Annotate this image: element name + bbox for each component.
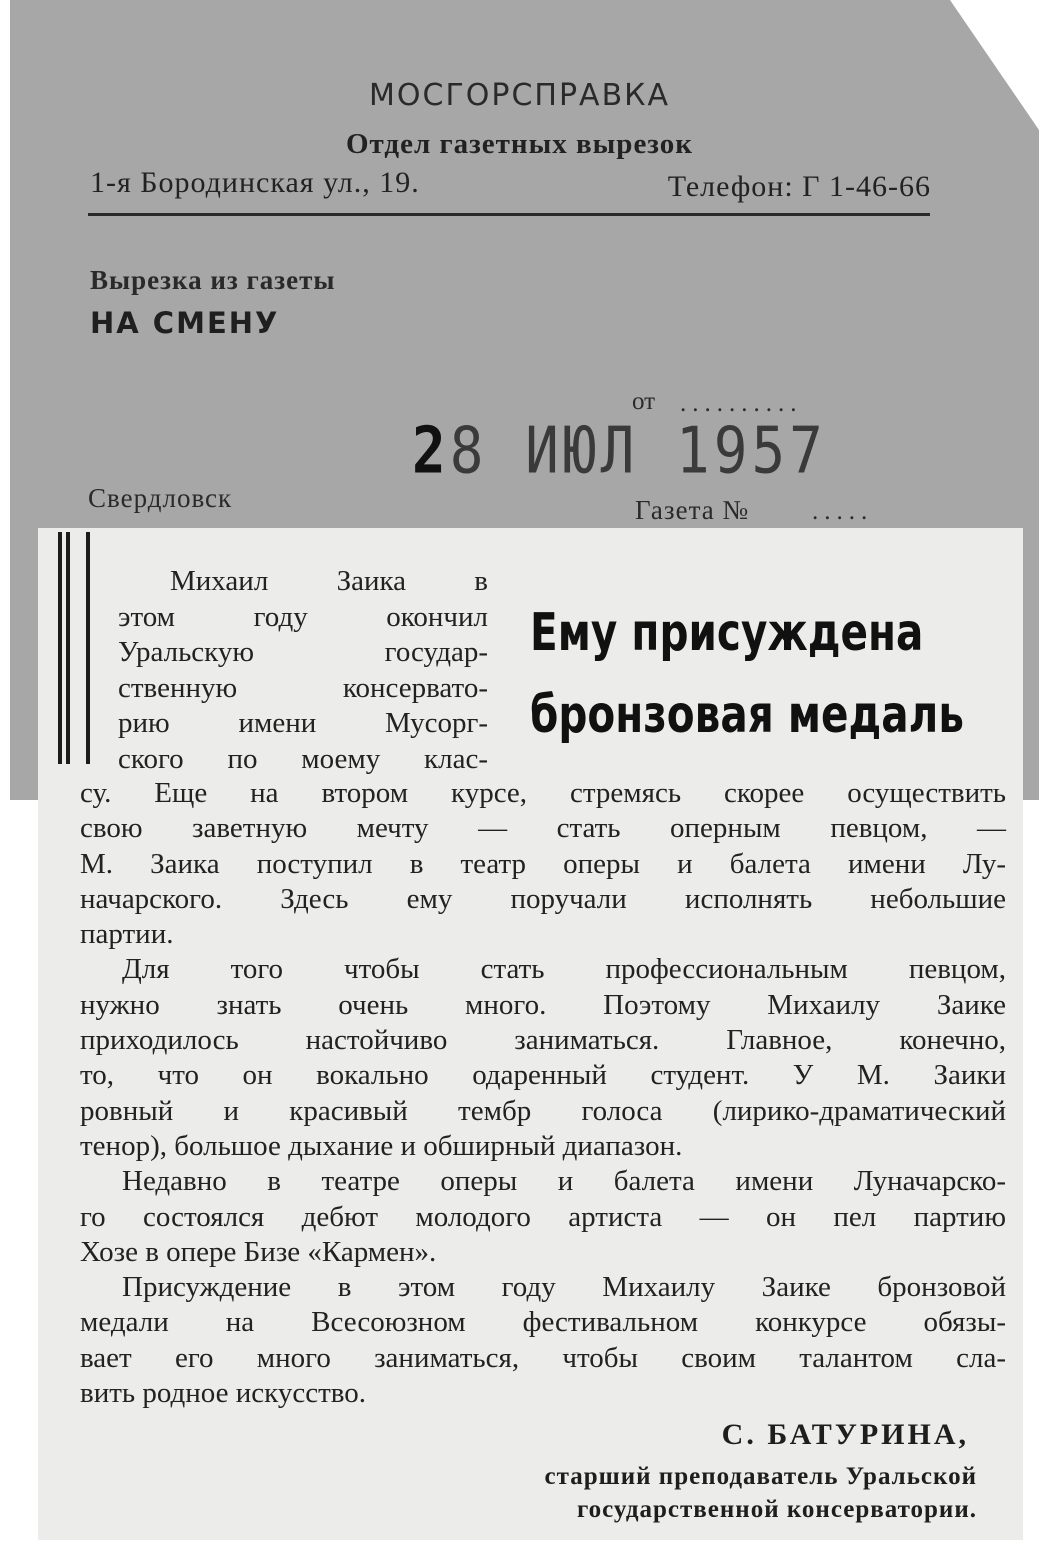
date-dots: ..........	[680, 390, 803, 417]
body-line: нужно знать очень много. Поэтому Михаилу Заике	[80, 988, 1006, 1021]
body-line: Недавно в театре оперы и балета имени Луначарско-	[122, 1165, 1006, 1198]
article-lead	[118, 564, 488, 777]
body-line: вает его много заниматься, чтобы своим талантом сла-	[80, 1341, 1006, 1374]
headline-line-2: бронзовая медаль	[530, 685, 965, 745]
header-divider	[88, 213, 930, 216]
body-line: партии.	[80, 918, 174, 951]
body-line: го состоялся дебют молодого артиста — он пел партию	[80, 1200, 1006, 1233]
date-stamp-rest: 8 ИЮЛ 1957	[449, 414, 827, 489]
issue-dots: .....	[812, 498, 874, 525]
lead-line: Уральскую государ-	[118, 636, 488, 668]
body-line: вить родное искусство.	[80, 1377, 367, 1410]
date-from-label: от	[632, 388, 656, 415]
issue-label: Газета №	[635, 495, 750, 525]
body-line: приходилось настойчиво заниматься. Главное, конечно,	[80, 1024, 1006, 1057]
body-line: свою заветную мечту — стать оперным певцом, —	[80, 812, 1006, 845]
address: 1-я Бородинская ул., 19.	[90, 166, 420, 199]
date-stamp	[412, 414, 827, 489]
headline-line-1: Ему присуждена	[530, 603, 924, 663]
phone: Телефон: Г 1-46-66	[667, 170, 931, 203]
article-headline	[530, 592, 965, 756]
body-line: ровный и красивый тембр голоса (лирико-драматический	[80, 1094, 1006, 1127]
author-role-line-2: государственной консерватории.	[576, 1496, 977, 1523]
body-line: М. Заика поступил в театр оперы и балета имени Лу-	[80, 847, 1006, 880]
article-body	[80, 776, 1006, 1411]
body-line: то, что он вокально одаренный студент. У М. Заики	[80, 1059, 1006, 1092]
body-line: медали на Всесоюзном фестивальном конкурсе обязы-	[80, 1306, 1006, 1339]
body-line: су. Еще на втором курсе, стремясь скорее осуществить	[80, 777, 1006, 809]
clip-label: Вырезка из газеты	[90, 265, 336, 295]
body-line: Присуждение в этом году Михаилу Заике бронзовой	[122, 1271, 1006, 1304]
author-role-line-1: старший преподаватель Уральской	[544, 1463, 977, 1490]
organization-name: МОСГОРСПРАВКА	[369, 78, 670, 113]
lead-line: этом году окончил	[118, 600, 488, 633]
body-line: тенор), большое дыхание и обширный диапазон.	[80, 1129, 683, 1162]
lead-line: Михаил Заика в	[170, 565, 488, 597]
department-name: Отдел газетных вырезок	[345, 128, 694, 160]
lead-line: ского по моему клас-	[118, 742, 488, 775]
date-stamp-day-first: 2	[412, 414, 450, 489]
body-line: Для того чтобы стать профессиональным певцом,	[122, 953, 1006, 986]
lead-line: ственную консервато-	[118, 671, 488, 704]
newspaper-name: НА СМЕНУ	[90, 306, 280, 340]
author-name: С. БАТУРИНА,	[721, 1418, 969, 1451]
author-role	[377, 1460, 977, 1526]
body-line: Хозе в опере Бизе «Кармен».	[80, 1235, 437, 1268]
column-rule	[58, 532, 92, 764]
body-line: начарского. Здесь ему поручали исполнять небольшие	[80, 882, 1006, 915]
lead-line: рию имени Мусорг-	[118, 707, 488, 739]
city: Свердловск	[88, 483, 233, 513]
